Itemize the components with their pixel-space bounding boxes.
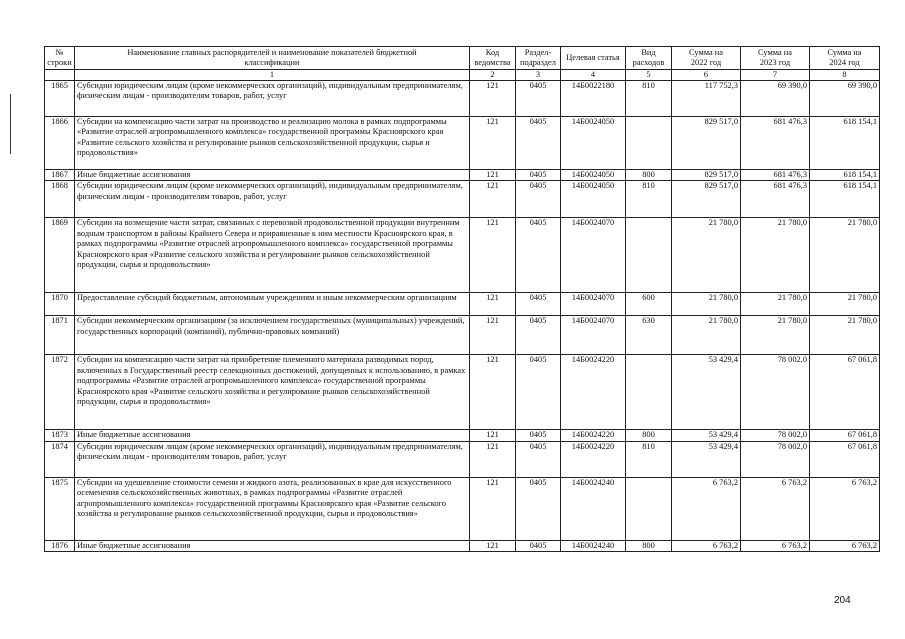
row-expense-type [626,218,672,293]
table-row [45,355,880,430]
row-name: Субсидии на удешевление стоимости семени и жидкого азота, реализованных в крае для искусственного осеменения сельскохозяйственных животных, в рамках подпрограммы «Развитие отраслей агропромышленного комплекса» государственной программы Красноярского края «Развитие сельского хозяйства и регулирование рынков сельскохозяйственной продукции, сырья и продовольствия» [75,477,470,540]
column-number: 5 [626,70,672,81]
row-sum-2024: 6 763,2 [810,540,880,551]
row-dept-code: 121 [470,170,516,181]
row-dept-code: 121 [470,477,516,540]
header-row-no: № строки [45,47,75,70]
column-number: 8 [810,70,880,81]
row-sum-2023: 21 780,0 [741,218,810,293]
row-sum-2022: 21 780,0 [672,293,741,316]
row-target: 14Б0024220 [561,441,626,477]
row-dept-code: 121 [470,293,516,316]
column-number: 2 [470,70,516,81]
header-target: Целевая статья [561,47,626,70]
row-sum-2024: 21 780,0 [810,316,880,355]
table-row [45,430,880,441]
row-sum-2022: 6 763,2 [672,477,741,540]
row-sum-2022: 117 752,3 [672,81,741,117]
row-number: 1874 [45,441,75,477]
table-row [45,477,880,540]
table-row [45,218,880,293]
row-expense-type: 600 [626,293,672,316]
table-row [45,441,880,477]
row-sum-2022: 829 517,0 [672,117,741,170]
row-dept-code: 121 [470,81,516,117]
row-sum-2023: 78 002,0 [741,355,810,430]
row-sum-2023: 78 002,0 [741,441,810,477]
row-section: 0405 [516,117,561,170]
row-name: Субсидии юридическим лицам (кроме некоммерческих организаций), индивидуальным предпринимателям, физическим лицам - производителям товаров, работ, услуг [75,181,470,218]
row-dept-code: 121 [470,355,516,430]
row-section: 0405 [516,355,561,430]
header-dept-code: Код ведомства [470,47,516,70]
header-section: Раздел- подраздел [516,47,561,70]
row-target: 14Б0024220 [561,430,626,441]
row-sum-2022: 21 780,0 [672,316,741,355]
header-name: Наименование главных распорядителей и наименование показателей бюджетной классификации [75,47,470,70]
row-number: 1876 [45,540,75,551]
header-row [45,47,880,70]
row-sum-2023: 78 002,0 [741,430,810,441]
header-sum-2022: Сумма на 2022 год [672,47,741,70]
row-section: 0405 [516,293,561,316]
row-target: 14Б0024050 [561,181,626,218]
row-target: 14Б0024070 [561,316,626,355]
row-name: Иные бюджетные ассигнования [75,540,470,551]
row-dept-code: 121 [470,540,516,551]
column-number: 1 [75,70,470,81]
table-row [45,81,880,117]
row-name: Субсидии на компенсацию части затрат на производство и реализацию молока в рамках подпрограммы «Развитие отраслей агропромышленного комплекса» государственной программы Красноярского края «Развитие сельского хозяйства и регулирование рынков сельскохозяйственной продукции, сырья и продовольствия» [75,117,470,170]
column-number: 7 [741,70,810,81]
row-target: 14Б0022180 [561,81,626,117]
row-target: 14Б0024050 [561,170,626,181]
column-number: 6 [672,70,741,81]
row-section: 0405 [516,316,561,355]
row-sum-2024: 21 780,0 [810,218,880,293]
row-number: 1867 [45,170,75,181]
row-sum-2024: 67 061,8 [810,441,880,477]
row-name: Предоставление субсидий бюджетным, автономным учреждениям и иным некоммерческим организациям [75,293,470,316]
row-name: Субсидии юридическим лицам (кроме некоммерческих организаций), индивидуальным предпринимателям, физическим лицам - производителям товаров, работ, услуг [75,81,470,117]
row-number: 1869 [45,218,75,293]
row-name: Субсидии юридическим лицам (кроме некоммерческих организаций), индивидуальным предпринимателям, физическим лицам - производителям товаров, работ, услуг [75,441,470,477]
row-name: Субсидии на возмещение части затрат, связанных с перевозкой продовольственной продукции внутренним водным транспортом в районы Крайнего Севера и приравненные к ним местности Красноярского края, в рамках подпрограммы «Развитие отраслей агропромышленного комплекса» государственной программы Красноярского края «Развитие сельского хозяйства и регулирование рынков сельскохозяйственной продукции, сырья и продовольствия» [75,218,470,293]
row-section: 0405 [516,218,561,293]
row-target: 14Б0024220 [561,355,626,430]
row-sum-2023: 69 390,0 [741,81,810,117]
table-row [45,117,880,170]
table-row [45,293,880,316]
row-sum-2024: 6 763,2 [810,477,880,540]
row-expense-type: 800 [626,170,672,181]
row-sum-2024: 618 154,1 [810,117,880,170]
row-name: Иные бюджетные ассигнования [75,170,470,181]
header-expense-type: Вид расходов [626,47,672,70]
row-sum-2023: 21 780,0 [741,316,810,355]
row-sum-2022: 53 429,4 [672,441,741,477]
row-sum-2022: 21 780,0 [672,218,741,293]
row-name: Иные бюджетные ассигнования [75,430,470,441]
header-sum-2023: Сумма на 2023 год [741,47,810,70]
row-sum-2024: 618 154,1 [810,170,880,181]
row-sum-2024: 618 154,1 [810,181,880,218]
table-row [45,316,880,355]
margin-line [10,94,11,154]
page-number: 204 [834,595,851,606]
row-sum-2022: 829 517,0 [672,170,741,181]
table-row [45,170,880,181]
row-section: 0405 [516,181,561,218]
row-section: 0405 [516,540,561,551]
row-expense-type: 810 [626,81,672,117]
row-sum-2024: 69 390,0 [810,81,880,117]
row-expense-type: 810 [626,441,672,477]
row-section: 0405 [516,81,561,117]
row-dept-code: 121 [470,441,516,477]
row-expense-type [626,117,672,170]
row-sum-2022: 53 429,4 [672,355,741,430]
row-sum-2022: 53 429,4 [672,430,741,441]
row-number: 1871 [45,316,75,355]
row-dept-code: 121 [470,117,516,170]
row-sum-2023: 681 476,3 [741,117,810,170]
header-sum-2024: Сумма на 2024 год [810,47,880,70]
budget-table [44,46,880,552]
row-expense-type: 800 [626,430,672,441]
row-sum-2023: 21 780,0 [741,293,810,316]
row-section: 0405 [516,477,561,540]
row-sum-2024: 67 061,8 [810,430,880,441]
row-number: 1866 [45,117,75,170]
column-number: 3 [516,70,561,81]
row-sum-2024: 67 061,8 [810,355,880,430]
table-body [45,81,880,552]
row-sum-2023: 681 476,3 [741,181,810,218]
row-target: 14Б0024240 [561,477,626,540]
row-expense-type: 630 [626,316,672,355]
row-number: 1870 [45,293,75,316]
table-row [45,540,880,551]
row-sum-2023: 6 763,2 [741,477,810,540]
row-target: 14Б0024070 [561,293,626,316]
row-expense-type [626,477,672,540]
row-expense-type: 800 [626,540,672,551]
row-sum-2023: 681 476,3 [741,170,810,181]
row-name: Субсидии на компенсацию части затрат на приобретение племенного материала разводимых пород, включенных в Государственный реестр селекционных достижений, допущенных к использованию, в рамках подпрограммы «Развитие отраслей агропромышленного комплекса» государственной программы Красноярского края «Развитие сельского хозяйства и регулирование рынков сельскохозяйственной продукции, сырья и продовольствия» [75,355,470,430]
row-number: 1873 [45,430,75,441]
table-row [45,181,880,218]
row-expense-type [626,355,672,430]
row-number: 1872 [45,355,75,430]
row-sum-2023: 6 763,2 [741,540,810,551]
row-expense-type: 810 [626,181,672,218]
row-sum-2024: 21 780,0 [810,293,880,316]
row-name: Субсидии некоммерческим организациям (за исключением государственных (муниципальных) учреждений, государственных корпораций (компаний), публично-правовых компаний) [75,316,470,355]
row-sum-2022: 6 763,2 [672,540,741,551]
row-target: 14Б0024050 [561,117,626,170]
row-dept-code: 121 [470,218,516,293]
column-number [45,70,75,81]
column-number-row [45,70,880,81]
row-section: 0405 [516,170,561,181]
column-number: 4 [561,70,626,81]
row-section: 0405 [516,441,561,477]
row-target: 14Б0024240 [561,540,626,551]
row-sum-2022: 829 517,0 [672,181,741,218]
row-target: 14Б0024070 [561,218,626,293]
row-dept-code: 121 [470,181,516,218]
row-dept-code: 121 [470,430,516,441]
row-number: 1865 [45,81,75,117]
row-number: 1868 [45,181,75,218]
row-section: 0405 [516,430,561,441]
row-number: 1875 [45,477,75,540]
row-dept-code: 121 [470,316,516,355]
